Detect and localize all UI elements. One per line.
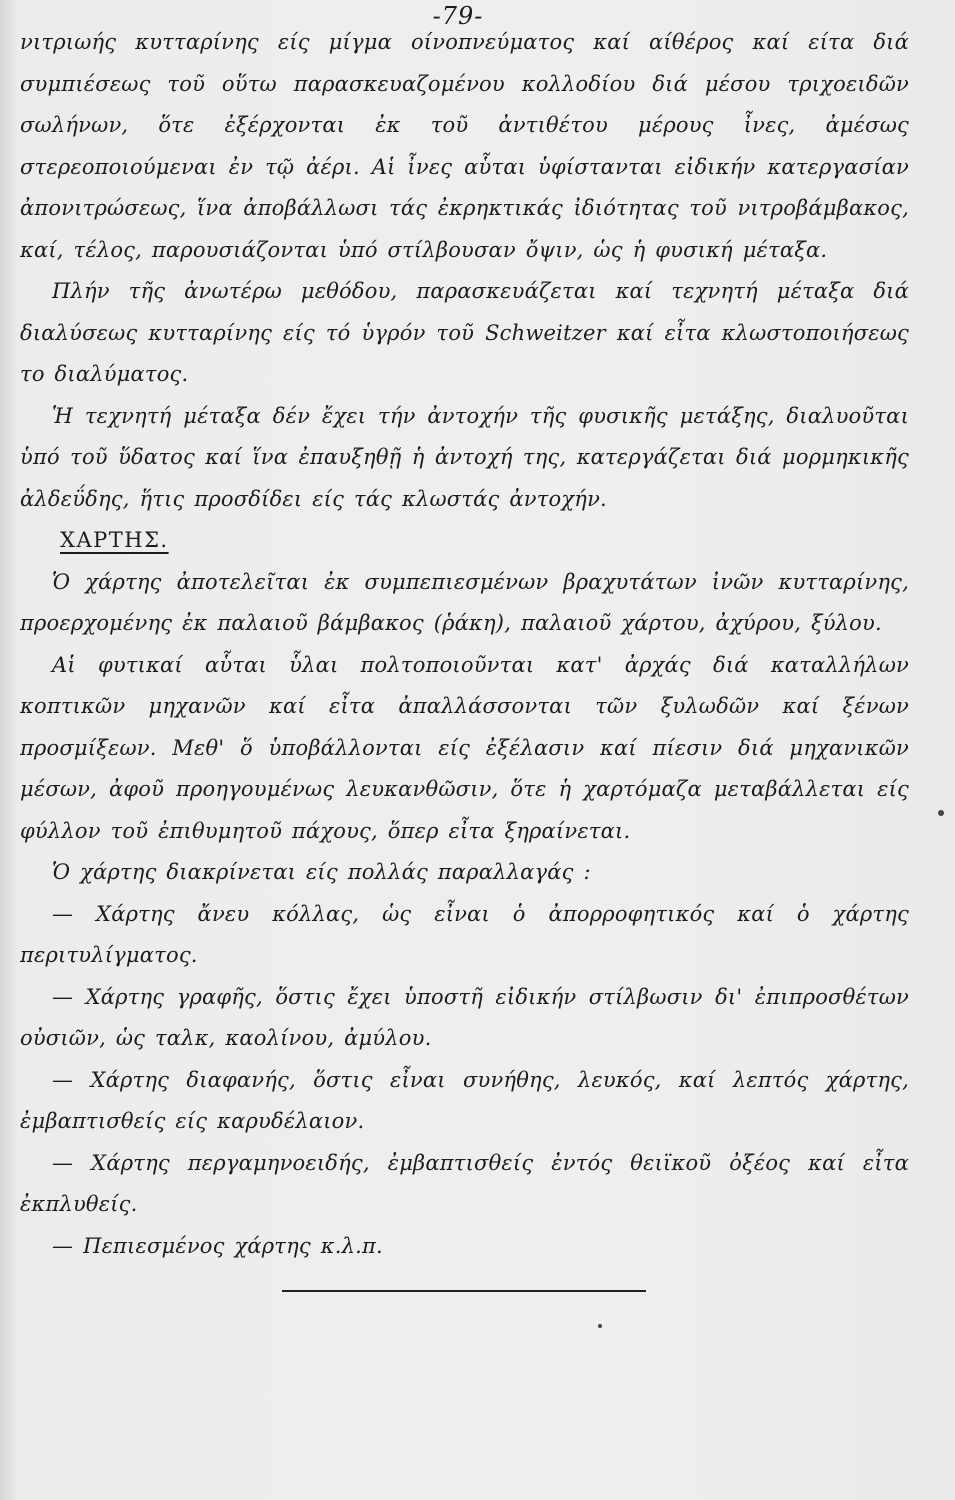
- list-item-paper-type: — Χάρτης γραφῆς, ὅστις ἔχει ὑποστῆ εἰδικήν στίλβωσιν δι' ἐπιπροσθέτων οὐσιῶν, ὡς ταλκ, καολίνου, ἀμύλου.: [20, 984, 909, 1050]
- paper-speck: [938, 810, 944, 816]
- page-number: -79-: [432, 2, 484, 30]
- end-rule: [282, 1290, 646, 1292]
- page-body: [20, 22, 909, 1267]
- paragraph-silk-strength: Ἡ τεχνητή μέταξα δέν ἔχει τήν ἀντοχήν τῆς φυσικῆς μετάξης, διαλυοῦται ὑπό τοῦ ὕδατος καί ἵνα ἐπαυξηθῇ ἡ ἀντοχή της, κατεργάζεται διά μορμηκικῆς ἀλδεΰδης, ἥτις προσδίδει είς τάς κλωστάς ἀντοχήν.: [20, 403, 909, 511]
- paragraph-schweitzer-method: Πλήν τῆς ἀνωτέρω μεθόδου, παρασκευάζεται καί τεχνητή μέταξα διά διαλύσεως κυτταρίνης είς τό ὑγρόν τοῦ Schweitzer καί εἶτα κλωστοποιήσεως το διαλύματος.: [20, 279, 909, 386]
- paragraph-paper-production: Αἱ φυτικαί αὗται ὗλαι πολτοποιοῦνται κατ' ἀρχάς διά καταλλήλων κοπτικῶν μηχανῶν καί εἶτα ἀπαλλάσσονται τῶν ξυλωδῶν καί ξένων προσμίξεων. Μεθ' ὅ ὑποβάλλονται είς ἐξέλασιν καί πίεσιν διά μηχανικῶν μέσων, ἀφοῦ προηγουμένως λευκανθῶσιν, ὅτε ἡ χαρτόμαζα μεταβάλλεται είς φύλλον τοῦ ἐπιθυμητοῦ πάχους, ὅπερ εἶτα ξηραίνεται.: [20, 652, 909, 843]
- list-item-paper-type: — Χάρτης ἄνευ κόλλας, ὡς εἶναι ὁ ἀπορροφητικός καί ὁ χάρτης περιτυλίγματος.: [20, 901, 909, 967]
- section-heading-text: ΧΑΡΤΗΣ.: [60, 528, 169, 552]
- paragraph-paper-varieties: Ὁ χάρτης διακρίνεται είς πολλάς παραλλαγάς :: [52, 860, 591, 884]
- paragraph-paper-composition: Ὁ χάρτης ἀποτελεῖται ἐκ συμπεπιεσμένων βραχυτάτων ἰνῶν κυτταρίνης, προερχομένης ἐκ παλαιοῦ βάμβακος (ῥάκη), παλαιοῦ χάρτου, ἀχύρου, ξύλου.: [20, 569, 909, 635]
- section-heading-paper: [20, 520, 909, 562]
- list-item-paper-type: — Πεπιεσμένος χάρτης κ.λ.π.: [52, 1233, 383, 1258]
- list-item-paper-type: — Χάρτης περγαμηνοειδής, ἐμβαπτισθείς ἐντός θειϊκοῦ ὀξέος καί εἶτα ἐκπλυθείς.: [20, 1150, 909, 1216]
- list-item-paper-type: — Χάρτης διαφανής, ὅστις εἶναι συνήθης, λευκός, καί λεπτός χάρτης, ἐμβαπτισθείς είς καρυδέλαιον.: [20, 1067, 909, 1133]
- paper-speck: [598, 1324, 602, 1328]
- paragraph-artificial-silk-process: νιτριωής κυτταρίνης είς μίγμα οίνοπνεύματος καί αίθέρος καί είτα διά συμπιέσεως τοῦ οὕτω παρασκευαζομένου κολλοδίου διά μέσου τριχοειδῶν σωλήνων, ὅτε ἐξέρχονται ἐκ τοῦ ἀντιθέτου μέρους ἶνες, ἀμέσως στερεοποιούμεναι ἐν τῷ ἀέρι. Αἱ ἶνες αὗται ὑφίστανται εἰδικήν κατεργασίαν ἀπονιτρώσεως, ἵνα ἀποβάλλωσι τάς ἐκρηκτικάς ἰδιότητας τοῦ νιτροβάμβακος, καί, τέλος, παρουσιάζονται ὑπό στίλβουσαν ὄψιν, ὡς ἡ φυσική μέταξα.: [20, 30, 909, 262]
